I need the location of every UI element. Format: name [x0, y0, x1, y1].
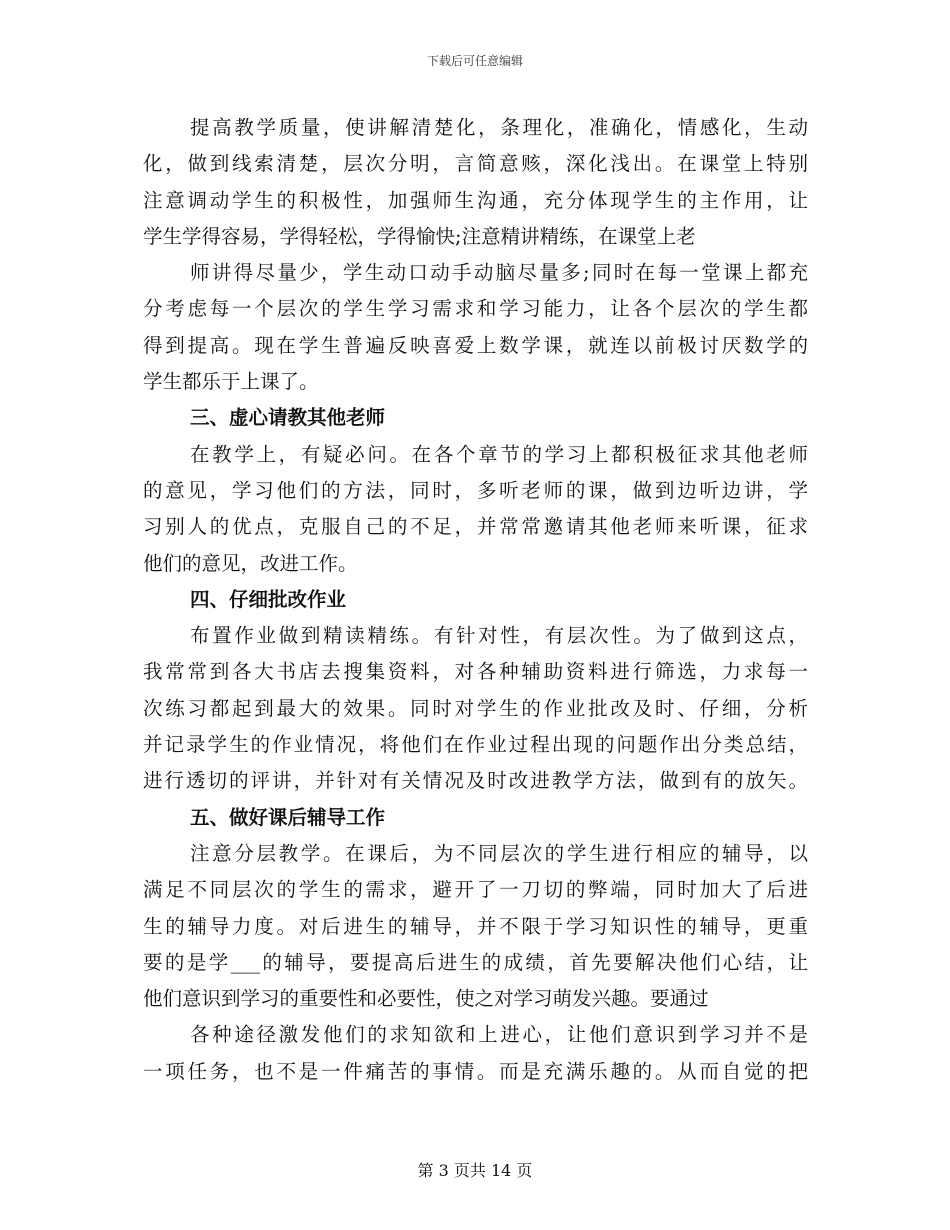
paragraph-line: 学生都乐于上课了。 [143, 370, 319, 394]
page-footer: 第 3 页共 14 页 [417, 1161, 533, 1180]
paragraph-line: 我常常到各大书店去搜集资料，对各种辅助资料进行筛选，力求每一 [143, 660, 808, 684]
paragraph-line: 习别人的优点，克服自己的不足，并常常邀请其他老师来听课，征求 [143, 515, 808, 539]
paragraph-line: 学生学得容易，学得轻松，学得愉快;注意精讲精练，在课堂上老 [143, 224, 696, 248]
paragraph-line: 注意调动学生的积极性，加强师生沟通，充分体现学生的主作用，让 [143, 188, 808, 212]
paragraph-line: 并记录学生的作业情况，将他们在作业过程出现的问题作出分类总结， [143, 733, 808, 757]
paragraph-line: 师讲得尽量少，学生动口动手动脑尽量多;同时在每一堂课上都充 [190, 261, 808, 285]
paragraph-line: 在教学上，有疑必问。在各个章节的学习上都积极征求其他老师 [190, 442, 808, 466]
paragraph-line: 他们的意见，改进工作。 [143, 551, 358, 575]
section-heading: 四、仔细批改作业 [190, 587, 347, 611]
paragraph-line: 要的是学___的辅导，要提高后进生的成绩，首先要解决他们心结，让 [143, 950, 808, 974]
paragraph-line: 他们意识到学习的重要性和必要性，使之对学习萌发兴趣。要通过 [143, 987, 709, 1011]
paragraph-line: 化，做到线索清楚，层次分明，言简意赅，深化浅出。在课堂上特别 [143, 152, 808, 176]
paragraph-line: 布置作业做到精读精练。有针对性，有层次性。为了做到这点， [190, 624, 808, 648]
page-header: 下载后可任意编辑 [426, 54, 523, 68]
paragraph-line: 的意见，学习他们的方法，同时，多听老师的课，做到边听边讲，学 [143, 478, 808, 502]
paragraph-line: 分考虑每一个层次的学生学习需求和学习能力，让各个层次的学生都 [143, 297, 808, 321]
paragraph-line: 提高教学质量，使讲解清楚化，条理化，准确化，情感化，生动 [190, 116, 808, 139]
paragraph-line: 进行透切的评讲，并针对有关情况及时改进教学方法，做到有的放矢。 [143, 769, 808, 793]
paragraph-line: 注意分层教学。在课后，为不同层次的学生进行相应的辅导，以 [190, 841, 808, 865]
paragraph-line: 得到提高。现在学生普遍反映喜爱上数学课，就连以前极讨厌数学的 [143, 333, 808, 357]
paragraph-line: 各种途径激发他们的求知欲和上进心，让他们意识到学习并不是 [190, 1023, 808, 1047]
paragraph-line: 次练习都起到最大的效果。同时对学生的作业批改及时、仔细，分析 [143, 696, 808, 720]
document-body [143, 110, 808, 1090]
paragraph-line: 满足不同层次的学生的需求，避开了一刀切的弊端，同时加大了后进 [143, 878, 808, 902]
paragraph-line: 生的辅导力度。对后进生的辅导，并不限于学习知识性的辅导，更重 [143, 914, 808, 938]
section-heading: 三、虚心请教其他老师 [190, 406, 386, 430]
paragraph-line: 一项任务，也不是一件痛苦的事情。而是充满乐趣的。从而自觉的把 [143, 1059, 808, 1083]
section-heading: 五、做好课后辅导工作 [190, 805, 386, 829]
